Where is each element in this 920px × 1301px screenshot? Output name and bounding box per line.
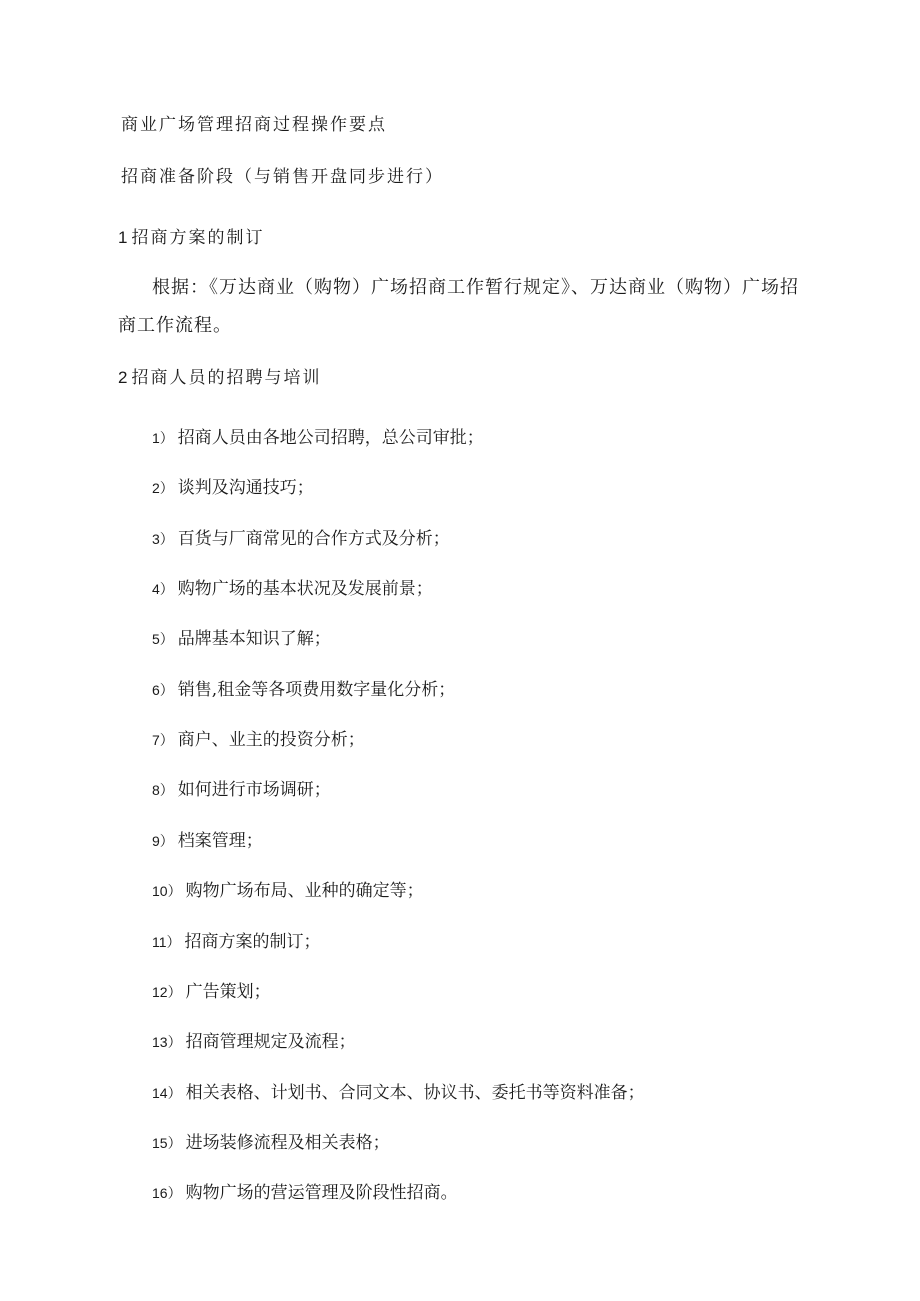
list-item: 8） 如何进行市场调研； (152, 780, 331, 800)
list-item: 12） 广告策划； (152, 982, 271, 1002)
list-item: 15） 进场装修流程及相关表格； (152, 1133, 390, 1153)
section-2-number: 2 (118, 368, 130, 387)
section-2-title: 招商人员的招聘与培训 (131, 368, 322, 388)
list-item: 2） 谈判及沟通技巧； (152, 478, 314, 498)
section-1-paragraph-line-1: 根据：《万达商业（购物）广场招商工作暂行规定》、万达商业（购物）广场招 (152, 277, 799, 298)
document-title: 商业广场管理招商过程操作要点 (121, 115, 387, 135)
section-1-number: 1 (118, 228, 130, 247)
stage-heading: 招商准备阶段（与销售开盘同步进行） (121, 167, 444, 187)
list-item: 9） 档案管理； (152, 831, 263, 851)
list-item: 3） 百货与厂商常见的合作方式及分析； (152, 529, 450, 549)
section-1-heading (118, 227, 264, 249)
list-item: 1） 招商人员由各地公司招聘，总公司审批； (152, 428, 484, 448)
list-item: 6） 销售,租金等各项费用数字量化分析； (152, 680, 456, 700)
list-item: 7） 商户、业主的投资分析； (152, 730, 365, 750)
list-item: 14） 相关表格、计划书、合同文本、协议书、委托书等资料准备； (152, 1083, 645, 1103)
section-1-title: 招商方案的制订 (131, 228, 265, 248)
list-item: 5） 品牌基本知识了解； (152, 629, 331, 649)
list-item: 4） 购物广场的基本状况及发展前景； (152, 579, 433, 599)
section-1-paragraph-line-2: 商工作流程。 (118, 315, 232, 336)
list-item: 13） 招商管理规定及流程； (152, 1032, 356, 1052)
list-item: 16） 购物广场的营运管理及阶段性招商。 (152, 1183, 458, 1203)
list-item: 10） 购物广场布局、业种的确定等； (152, 881, 424, 901)
section-2-heading (118, 367, 321, 389)
list-item: 11） 招商方案的制订； (152, 932, 321, 952)
